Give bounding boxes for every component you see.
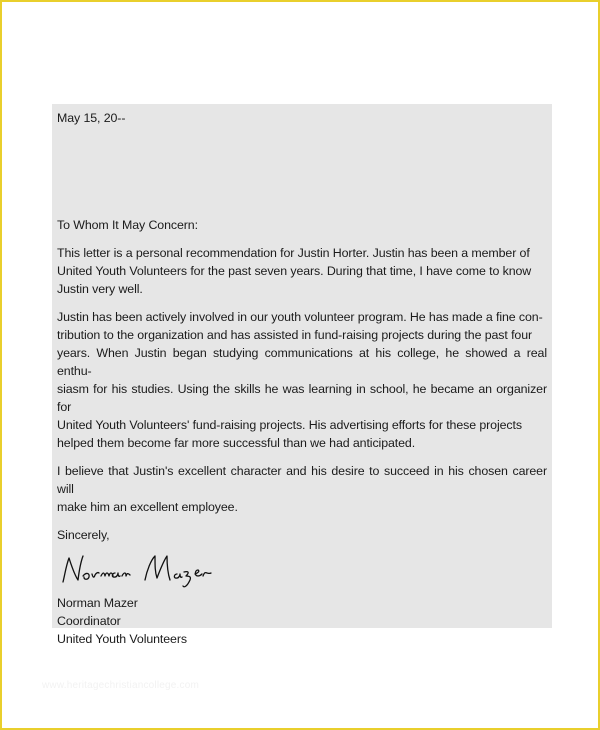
letter-paragraph-2: Justin has been actively involved in our youth volunteer program. He has made a fine con- tribution to the organization and has assisted in fund-raising projects during the past four years. When Justin began studying communications at his college, he showed a real enthu- siasm for his studies. Using the skills he was learning in school, he became an organizer for United Youth Volunteers' fund-raising projects. His advertising efforts for these projects helped them become far more successful than we had anticipated. [57, 310, 547, 450]
letter-paragraph-1: This letter is a personal recommendation for Justin Horter. Justin has been a member of United Youth Volunteers for the past seven years. During that time, I have come to know Justin very well. [57, 246, 532, 296]
letter-paragraph-3: I believe that Justin's excellent character and his desire to succeed in his chosen career will make him an excellent employee. [57, 464, 547, 514]
letter-date: May 15, 20-- [57, 111, 126, 125]
letter-body [57, 109, 547, 648]
signature-block [57, 594, 547, 648]
signer-title: Coordinator [57, 614, 121, 628]
signer-name: Norman Mazer [57, 596, 138, 610]
letter-salutation: To Whom It May Concern: [57, 218, 198, 232]
letter-closing: Sincerely, [57, 528, 110, 542]
watermark-text: www.heritagechristiancollege.com [42, 680, 200, 691]
letter-paper [52, 104, 552, 646]
signer-organization: United Youth Volunteers [57, 632, 187, 646]
handwritten-signature [57, 546, 237, 590]
